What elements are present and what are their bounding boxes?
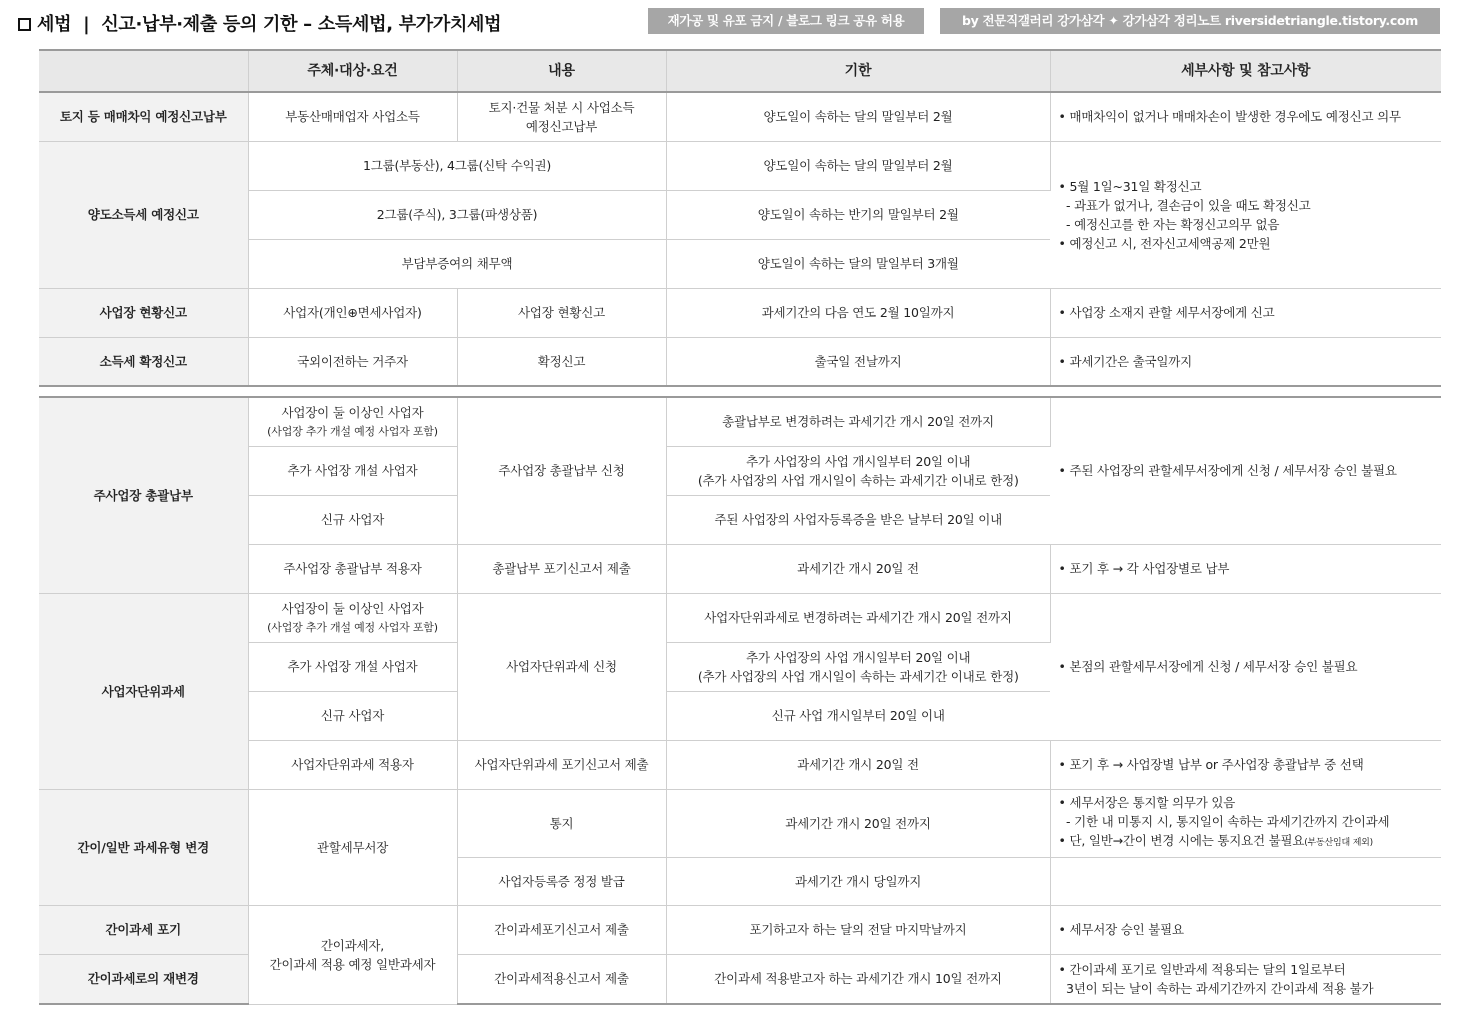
cell-subject: 주사업장 총괄납부 적용자 bbox=[248, 544, 457, 593]
row-label: 소득세 확정신고 bbox=[39, 337, 248, 386]
copyright-badge: 재가공 및 유포 금지 / 블로그 링크 공유 허용 bbox=[648, 8, 924, 34]
cell-deadline: 신규 사업 개시일부터 20일 이내 bbox=[666, 691, 1050, 740]
cell-content: 통지 bbox=[457, 789, 666, 857]
cell-note: • 포기 후 → 각 사업장별로 납부 bbox=[1050, 544, 1441, 593]
note-line bbox=[1059, 831, 1436, 853]
cell-subject: 신규 사업자 bbox=[248, 691, 457, 740]
cell-line: 사업장이 둘 이상인 사업자 bbox=[281, 600, 424, 616]
cell-subject: 1그룹(부동산), 4그룹(신탁 수익권) bbox=[248, 141, 666, 190]
note-line: - 기한 내 미통지 시, 통지일이 속하는 과세기간까지 간이과세 bbox=[1058, 814, 1390, 829]
cell-subject: 사업자단위과세 적용자 bbox=[248, 740, 457, 789]
note-line: • 간이과세 포기로 일반과세 적용되는 달의 1일로부터 bbox=[1058, 961, 1346, 977]
row-label: 토지 등 매매차익 예정신고납부 bbox=[39, 92, 248, 141]
cell-subject bbox=[248, 593, 457, 642]
row-label: 양도소득세 예정신고 bbox=[39, 141, 248, 288]
cell-content: 총괄납부 포기신고서 제출 bbox=[457, 544, 666, 593]
cell-subject: 국외이전하는 거주자 bbox=[248, 337, 457, 386]
cell-deadline: 과세기간의 다음 연도 2월 10일까지 bbox=[666, 288, 1050, 337]
cell-deadline: 양도일이 속하는 달의 말일부터 2월 bbox=[666, 92, 1050, 141]
cell-line: (추가 사업장의 사업 개시일이 속하는 과세기간 이내로 한정) bbox=[697, 472, 1019, 488]
cell-content: 사업장 현황신고 bbox=[457, 288, 666, 337]
cell-deadline: 주된 사업장의 사업자등록증을 받은 날부터 20일 이내 bbox=[666, 495, 1050, 544]
cell-deadline: 과세기간 개시 20일 전까지 bbox=[666, 789, 1050, 857]
cell-line: 간이과세 적용 예정 일반과세자 bbox=[269, 956, 436, 972]
cell-note bbox=[1050, 141, 1441, 288]
cell-line-small: (사업장 추가 개설 예정 사업자 포함) bbox=[267, 620, 438, 634]
cell-deadline: 포기하고자 하는 달의 전달 마지막날까지 bbox=[666, 905, 1050, 954]
cell-deadline: 과세기간 개시 20일 전 bbox=[666, 740, 1050, 789]
cell-line: 간이과세자, bbox=[320, 937, 385, 953]
header-cell-notes: 세부사항 및 참고사항 bbox=[1050, 50, 1441, 92]
cell-note: • 매매차익이 없거나 매매차손이 발생한 경우에도 예정신고 의무 bbox=[1050, 92, 1441, 141]
note-line: 3년이 되는 날이 속하는 과세기간까지 간이과세 적용 불가 bbox=[1058, 980, 1374, 996]
cell-note: • 세무서장 승인 불필요 bbox=[1050, 905, 1441, 954]
table-row bbox=[39, 337, 1441, 386]
cell-note: • 본점의 관할세무서장에게 신청 / 세무서장 승인 불필요 bbox=[1050, 593, 1441, 740]
cell-subject: 신규 사업자 bbox=[248, 495, 457, 544]
cell-note: • 주된 사업장의 관할세무서장에게 신청 / 세무서장 승인 불필요 bbox=[1050, 397, 1441, 544]
cell-line: 예정신고납부 bbox=[525, 118, 598, 134]
cell-note bbox=[1050, 954, 1441, 1004]
cell-deadline: 양도일이 속하는 달의 말일부터 3개월 bbox=[666, 239, 1050, 288]
cell-line: 사업장이 둘 이상인 사업자 bbox=[281, 404, 424, 420]
cell-content bbox=[457, 92, 666, 141]
cell-subject bbox=[248, 397, 457, 446]
cell-note: • 과세기간은 출국일까지 bbox=[1050, 337, 1441, 386]
table-row bbox=[39, 593, 1441, 642]
cell-note: • 포기 후 → 사업장별 납부 or 주사업장 총괄납부 중 선택 bbox=[1050, 740, 1441, 789]
cell-deadline: 출국일 전날까지 bbox=[666, 337, 1050, 386]
table-row bbox=[39, 288, 1441, 337]
note-line: - 예정신고를 한 자는 확정신고의무 없음 bbox=[1058, 216, 1280, 232]
cell-deadline bbox=[666, 642, 1050, 691]
header-cell-subject: 주체·대상·요건 bbox=[248, 50, 457, 92]
row-label: 간이/일반 과세유형 변경 bbox=[39, 789, 248, 905]
note-line: • 세무서장은 통지할 의무가 있음 bbox=[1058, 795, 1236, 810]
note-text: • 단, 일반→간이 변경 시에는 통지요건 불필요 bbox=[1058, 833, 1305, 848]
table-row bbox=[39, 92, 1441, 141]
table-row bbox=[39, 141, 1441, 190]
cell-line: 토지·건물 처분 시 사업소득 bbox=[488, 99, 635, 115]
table-row bbox=[39, 544, 1441, 593]
cell-subject: 관할세무서장 bbox=[248, 789, 457, 905]
cell-deadline: 사업자단위과세로 변경하려는 과세기간 개시 20일 전까지 bbox=[666, 593, 1050, 642]
page-header bbox=[18, 8, 1442, 38]
row-label: 사업자단위과세 bbox=[39, 593, 248, 789]
page-title-text: 세법 | 신고·납부·제출 등의 기한 – 소득세법, 부가가치세법 bbox=[37, 14, 502, 35]
cell-content: 주사업장 총괄납부 신청 bbox=[457, 397, 666, 544]
note-line: • 예정신고 시, 전자신고세액공제 2만원 bbox=[1058, 235, 1271, 251]
cell-deadline: 총괄납부로 변경하려는 과세기간 개시 20일 전까지 bbox=[666, 397, 1050, 446]
cell-deadline: 간이과세 적용받고자 하는 과세기간 개시 10일 전까지 bbox=[666, 954, 1050, 1004]
cell-subject bbox=[248, 905, 457, 1004]
row-label: 간이과세로의 재변경 bbox=[39, 954, 248, 1004]
page-title bbox=[18, 10, 501, 36]
cell-line: (추가 사업장의 사업 개시일이 속하는 과세기간 이내로 한정) bbox=[697, 668, 1019, 684]
cell-subject: 추가 사업장 개설 사업자 bbox=[248, 446, 457, 495]
table-section-2 bbox=[39, 396, 1441, 1005]
row-label: 주사업장 총괄납부 bbox=[39, 397, 248, 593]
cell-note bbox=[1050, 789, 1441, 857]
table-row bbox=[39, 905, 1441, 954]
cell-line: 추가 사업장의 사업 개시일부터 20일 이내 bbox=[746, 453, 971, 469]
row-label: 사업장 현황신고 bbox=[39, 288, 248, 337]
table-row bbox=[39, 397, 1441, 446]
header-cell-deadline: 기한 bbox=[666, 50, 1050, 92]
cell-deadline: 양도일이 속하는 반기의 말일부터 2월 bbox=[666, 190, 1050, 239]
cell-content: 사업자단위과세 포기신고서 제출 bbox=[457, 740, 666, 789]
cell-note-empty bbox=[1050, 857, 1441, 905]
cell-deadline: 양도일이 속하는 달의 말일부터 2월 bbox=[666, 141, 1050, 190]
table-section-1 bbox=[39, 49, 1441, 387]
table-row bbox=[39, 740, 1441, 789]
cell-content: 확정신고 bbox=[457, 337, 666, 386]
cell-subject: 2그룹(주식), 3그룹(파생상품) bbox=[248, 190, 666, 239]
cell-content: 간이과세적용신고서 제출 bbox=[457, 954, 666, 1004]
cell-subject: 부동산매매업자 사업소득 bbox=[248, 92, 457, 141]
cell-subject: 사업자(개인⊕면세사업자) bbox=[248, 288, 457, 337]
cell-deadline bbox=[666, 446, 1050, 495]
cell-subject: 부담부증여의 채무액 bbox=[248, 239, 666, 288]
table-row bbox=[39, 789, 1441, 857]
cell-note: • 사업장 소재지 관할 세무서장에게 신고 bbox=[1050, 288, 1441, 337]
note-line: • 5월 1일~31일 확정신고 bbox=[1058, 178, 1202, 194]
header-cell-content: 내용 bbox=[457, 50, 666, 92]
cell-subject: 추가 사업장 개설 사업자 bbox=[248, 642, 457, 691]
cell-line: 추가 사업장의 사업 개시일부터 20일 이내 bbox=[746, 649, 971, 665]
table-header-row bbox=[39, 50, 1441, 92]
checkbox-square-icon bbox=[18, 18, 31, 31]
cell-content: 간이과세포기신고서 제출 bbox=[457, 905, 666, 954]
cell-content: 사업자단위과세 신청 bbox=[457, 593, 666, 740]
cell-deadline: 과세기간 개시 당일까지 bbox=[666, 857, 1050, 905]
cell-line-small: (사업장 추가 개설 예정 사업자 포함) bbox=[267, 424, 438, 438]
note-line: - 과표가 없거나, 결손금이 있을 때도 확정신고 bbox=[1058, 197, 1311, 213]
note-text-small: (부동산임대 제외) bbox=[1304, 838, 1373, 848]
header-cell-empty bbox=[39, 50, 248, 92]
author-badge: by 전문직갤러리 강가삼각 ✦ 강가삼각 정리노트 riversidetriangle.tistory.com bbox=[940, 8, 1440, 34]
row-label: 간이과세 포기 bbox=[39, 905, 248, 954]
cell-deadline: 과세기간 개시 20일 전 bbox=[666, 544, 1050, 593]
cell-content: 사업자등록증 정정 발급 bbox=[457, 857, 666, 905]
